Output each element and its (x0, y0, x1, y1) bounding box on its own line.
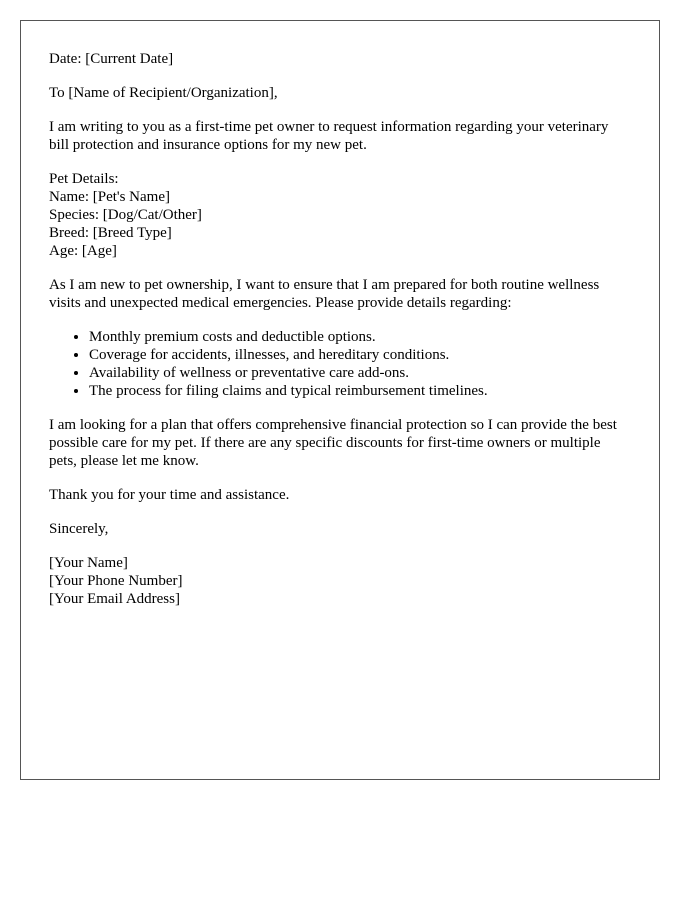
request-paragraph: As I am new to pet ownership, I want to ensure that I am prepared for both routine wellness visits and unexpected medical emergencies. Please provide details regarding: (49, 277, 600, 311)
list-item: • Monthly premium costs and deductible options. (89, 328, 631, 346)
letter-page (20, 20, 660, 780)
intro-paragraph: I am writing to you as a first-time pet owner to request information regarding your veterinary bill protection and insurance options for my new pet. (49, 119, 609, 153)
date-line: Date: [Current Date] (49, 51, 174, 67)
sign-off: Sincerely, (49, 521, 109, 537)
thanks-line: Thank you for your time and assistance. (49, 487, 290, 503)
list-item: • Coverage for accidents, illnesses, and hereditary conditions. (89, 346, 631, 364)
signature-phone: [Your Phone Number] (49, 573, 183, 589)
signature-block (49, 554, 631, 608)
pet-details-heading: Pet Details: (49, 171, 119, 187)
salutation: To [Name of Recipient/Organization], (49, 85, 278, 101)
list-item: • The process for filing claims and typical reimbursement timelines. (89, 382, 631, 400)
signature-email: [Your Email Address] (49, 591, 180, 607)
pet-name: Name: [Pet's Name] (49, 189, 170, 205)
coverage-list (49, 328, 631, 400)
signature-name: [Your Name] (49, 555, 128, 571)
pet-breed: Breed: [Breed Type] (49, 225, 172, 241)
pet-details (49, 170, 631, 260)
pet-species: Species: [Dog/Cat/Other] (49, 207, 202, 223)
list-item: • Availability of wellness or preventative care add-ons. (89, 364, 631, 382)
pet-age: Age: [Age] (49, 243, 117, 259)
closing-paragraph: I am looking for a plan that offers comprehensive financial protection so I can provide the best possible care for my pet. If there are any specific discounts for first-time owners or multiple pets, please let me know. (49, 417, 617, 469)
